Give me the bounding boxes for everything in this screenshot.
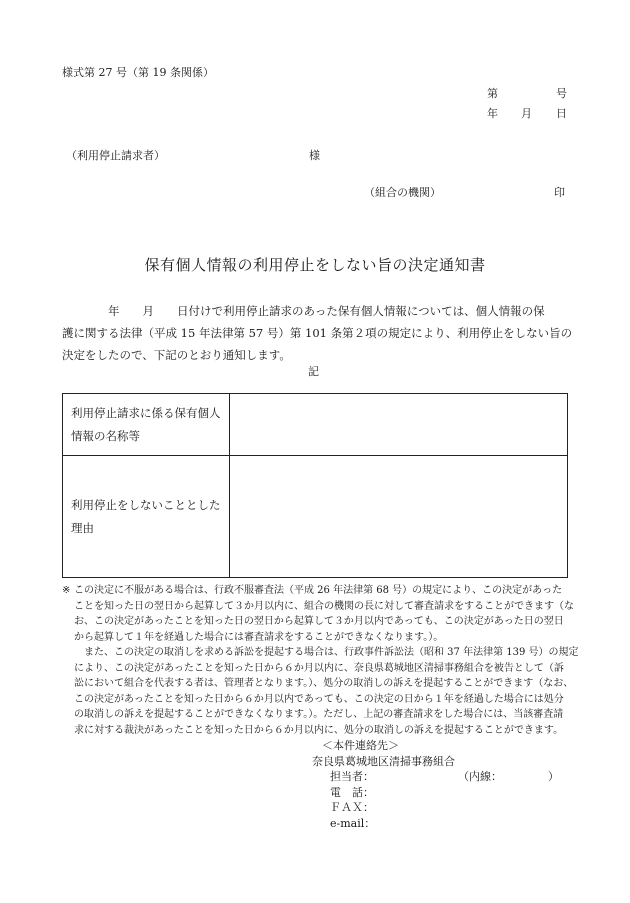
body-line: 護に関する法律（平成 15 年法律第 57 号）第 101 条第２項の規定により、利用停止をしない旨の: [62, 326, 573, 340]
form-number-label: 様式第 27 号（第 19 条関係）: [62, 66, 214, 79]
body-paragraph: [62, 300, 573, 366]
row-label-reason: 利用停止をしないこととした 理由: [63, 456, 230, 578]
table-row: [63, 394, 568, 456]
date-year-label: 年: [487, 107, 498, 120]
record-table: [62, 393, 568, 578]
addressee-label: （利用停止請求者）: [66, 149, 165, 162]
sender-label: （組合の機関）: [364, 186, 441, 199]
contact-extension-label: （内線：: [458, 770, 502, 783]
row-value-reason: [230, 456, 568, 578]
contact-phone-label: 電 話：: [330, 785, 374, 799]
date-day-label: 日: [556, 107, 567, 120]
contact-person-row: [312, 769, 559, 785]
addressee-honorific: 様: [309, 149, 320, 162]
contact-heading: ＜本件連絡先＞: [322, 739, 399, 752]
seal-mark: 印: [554, 186, 565, 199]
body-line: 決定をしたので、下記のとおり通知します。: [62, 348, 291, 362]
row-label-info-name: 利用停止請求に係る保有個人 情報の名称等: [63, 394, 230, 456]
date-month-label: 月: [521, 107, 532, 120]
document-number-prefix: 第: [487, 87, 498, 100]
appeal-notice: ※ この決定に不服がある場合は、行政不服審査法（平成 26 年法律第 68 号）の規定により、この決定があった ことを知った日の翌日から起算して３か月以内に、組合の機関の長に対して審査請求をすることができます（な お、この決定があったことを知った日の翌日から起算して３か月以内であっても、この決定があった日の翌日 から起算して１年を経過した場合には審査請求をすることができなくなります。）。 また、この決定の取消しを求める訴訟を提起する場合は、行政事件訴訟法（昭和 37 年法律第 139 号）の規定 により、この決定があったことを知った日から６か月以内に、奈良県葛城地区清掃事務組合を被告として（訴 訟において組合を代表する者は、管理者となります。）、処分の取消しの訴えを提起することができます（なお、 この決定があったことを知った日から６か月以内であっても、この決定の日から１年を経過した場合には処分 の取消しの訴えを提起することができなくなります。）。ただし、上記の審査請求をした場合には、当該審査請 求に対する裁決があったことを知った日から６か月以内に、処分の取消しの訴えを提起することができます。: [62, 585, 579, 736]
contact-extension-close: ）: [548, 770, 559, 783]
document-title: 保有個人情報の利用停止をしない旨の決定通知書: [144, 256, 486, 274]
row-value-info-name: [230, 394, 568, 456]
ki-heading: 記: [308, 365, 319, 378]
note-mark: ※: [62, 585, 71, 596]
contact-organization: 奈良県葛城地区清掃事務組合: [312, 754, 455, 768]
contact-email-label: e-mail：: [330, 816, 376, 830]
contact-fax-label: ＦＡＸ：: [330, 801, 374, 814]
body-line: 年 月 日付けで利用停止請求のあった保有個人情報については、個人情報の保: [62, 304, 545, 318]
document-number-suffix: 号: [556, 87, 567, 100]
table-row: [63, 456, 568, 578]
contact-person-label: 担当者：: [330, 770, 374, 783]
contact-block: [312, 738, 559, 831]
